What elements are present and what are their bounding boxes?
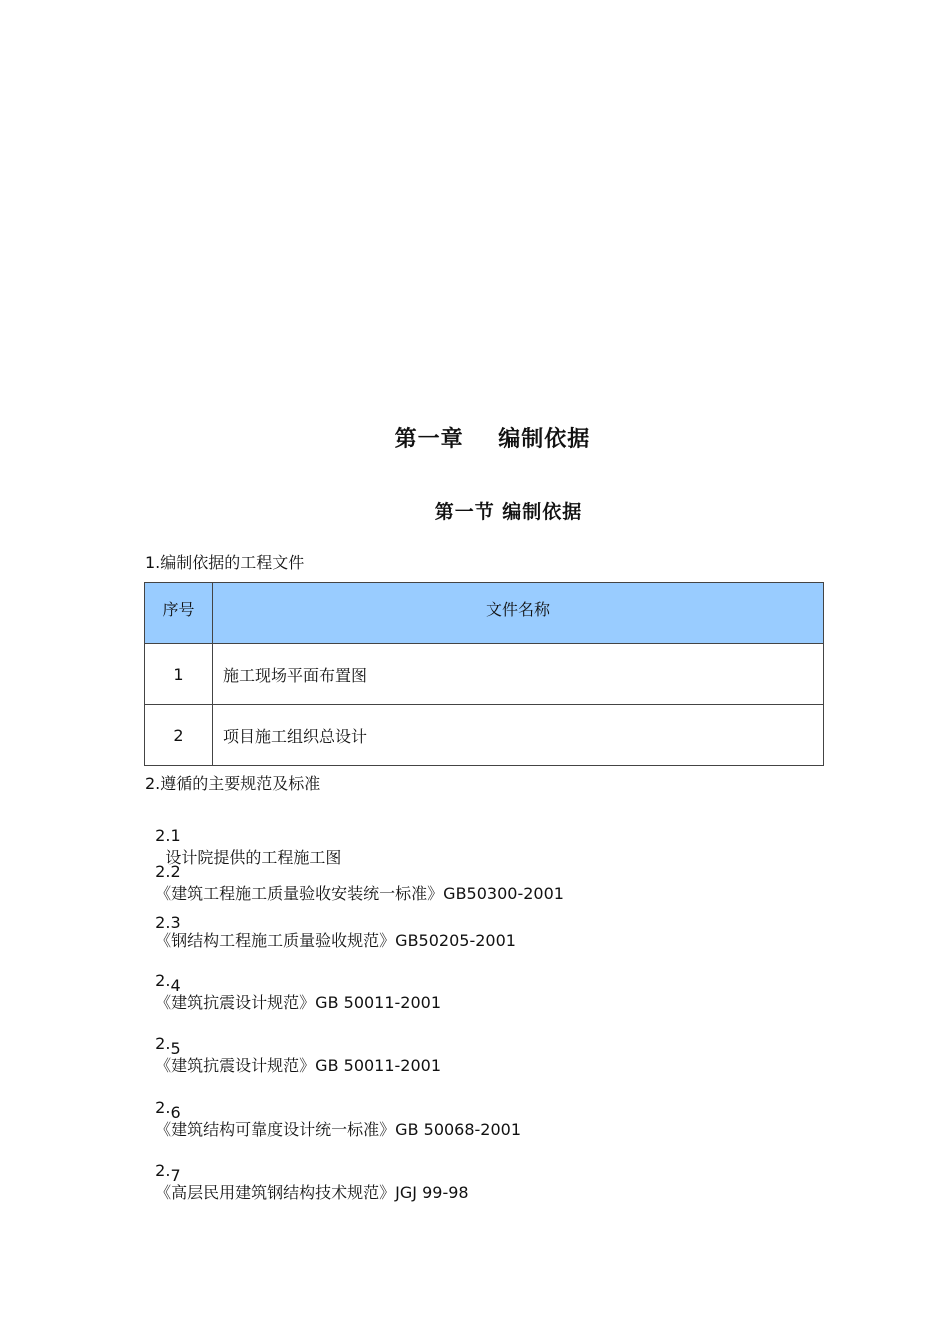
standard-item [145,1079,521,1140]
item-number: 2.6 [155,1098,181,1122]
document-name: 项目施工组织总设计 [213,705,824,766]
standard-name: 《建筑工程施工质量验收安装统一标准》GB50300-2001 [155,884,564,903]
standard-name: 《建筑抗震设计规范》GB 50011-2001 [155,993,442,1012]
item-number: 2.5 [155,1034,181,1058]
standard-item [145,1142,469,1203]
standard-name: 《高层民用建筑钢结构技术规范》JGJ 99-98 [155,1183,469,1202]
standard-item [145,894,516,955]
chapter-title: 第一章 编制依据 [394,427,591,452]
table-row [145,644,824,705]
item-number: 2.2 [155,862,181,881]
table-header-row [145,583,824,644]
files-heading: 1.编制依据的工程文件 [145,553,305,572]
standards-heading: 2.遵循的主要规范及标准 [145,774,321,793]
standard-name: 《建筑抗震设计规范》GB 50011-2001 [155,1056,442,1075]
table-row [145,705,824,766]
item-number: 2.1 [155,826,181,845]
item-number: 2.3 [155,913,181,932]
section-title: 第一节 编制依据 [434,501,583,523]
item-number: 2.7 [155,1161,181,1185]
row-number: 2 [145,705,213,766]
standard-item [145,952,441,1013]
standard-name: 《钢结构工程施工质量验收规范》GB50205-2001 [155,931,516,950]
item-number: 2.4 [155,971,181,995]
standard-name: 设计院提供的工程施工图 [155,848,342,867]
column-header-name: 文件名称 [213,583,824,644]
document-name: 施工现场平面布置图 [213,644,824,705]
standard-item [145,1015,441,1076]
column-header-no: 序号 [145,583,213,644]
row-number: 1 [145,644,213,705]
files-table [144,582,824,766]
standard-name: 《建筑结构可靠度设计统一标准》GB 50068-2001 [155,1120,522,1139]
